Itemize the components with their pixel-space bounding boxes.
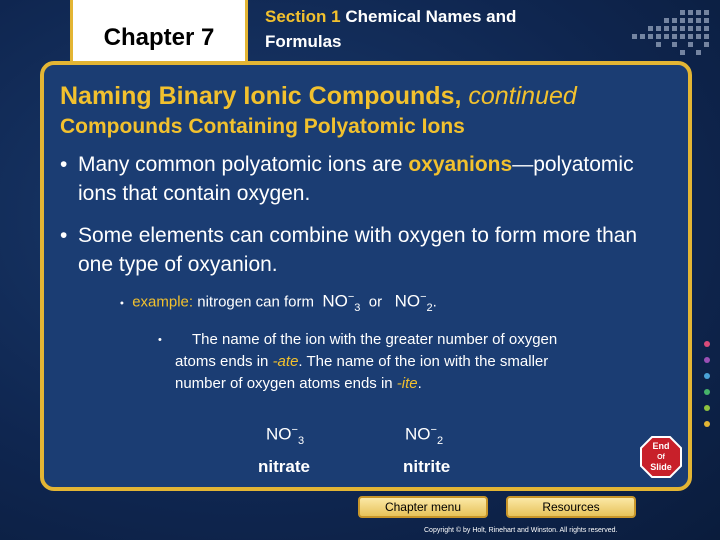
bullet1-pre: Many common polyatomic ions are xyxy=(78,153,409,176)
section-title-line2: Formulas xyxy=(265,32,342,51)
slide-subheading: Compounds Containing Polyatomic Ions xyxy=(60,115,465,138)
formula-sub: 2 xyxy=(426,302,433,315)
rule3-pre: number of oxygen atoms ends in xyxy=(175,375,397,392)
end-of-slide-button[interactable] xyxy=(640,436,682,478)
chapter-title: Chapter 7 xyxy=(103,24,215,51)
copyright-text: Copyright © by Holt, Rinehart and Winston. All rights reserved. xyxy=(424,527,618,534)
formula-charge: − xyxy=(430,424,437,436)
bullet-mark: • xyxy=(60,153,68,176)
formula-nitrite-inline xyxy=(395,291,433,314)
heading-continued: continued xyxy=(468,82,577,110)
example-text: nitrogen can form xyxy=(197,293,314,311)
formula-sub: 3 xyxy=(297,435,305,448)
example-or: or xyxy=(368,293,383,311)
bullet-item-1 xyxy=(60,150,660,210)
rule2-pre: atoms ends in xyxy=(175,353,273,370)
rule3-post: . xyxy=(417,375,422,392)
formula-charge: − xyxy=(347,291,355,303)
resources-button[interactable]: Resources xyxy=(506,496,636,518)
formula-charge: − xyxy=(420,291,427,303)
bullet1-post: —polyatomic ions that contain oxygen. xyxy=(78,153,634,205)
end-label-1: End xyxy=(652,441,670,451)
suffix-ite: -ite xyxy=(396,375,418,392)
section-title-line1 xyxy=(265,7,516,27)
formula-base: NO xyxy=(394,291,421,311)
label-nitrate: nitrate xyxy=(258,457,310,476)
rule-line-1: The name of the ion with the greater number of oxygen xyxy=(192,331,558,348)
chapter-menu-button[interactable]: Chapter menu xyxy=(358,496,488,518)
heading-main: Naming Binary Ionic Compounds, xyxy=(60,82,462,110)
bullet-mark: • xyxy=(60,224,68,247)
section-number: Section 1 xyxy=(265,7,341,26)
formula-base: NO xyxy=(322,291,348,311)
slide-heading xyxy=(60,82,577,111)
formula-base: NO xyxy=(405,424,431,444)
formula-sub: 3 xyxy=(354,302,361,315)
formula-base: NO xyxy=(266,424,292,444)
bullet-item-2 xyxy=(60,221,660,281)
formula-sub: 2 xyxy=(436,435,444,448)
bullet-text-2: Some elements can combine with oxygen to form more than one type of oxyanion. xyxy=(78,224,638,276)
sub-bullet-mark: • xyxy=(120,297,124,310)
end-label-3: Slide xyxy=(650,462,672,472)
formula-nitrite xyxy=(405,424,443,447)
suffix-ate: -ate xyxy=(272,353,299,370)
rule2-post: . The name of the ion with the smaller xyxy=(298,353,549,370)
section-title-part1: Chemical Names and xyxy=(345,7,517,26)
sub-bullet-mark: • xyxy=(158,334,162,346)
rule-line-2 xyxy=(175,351,548,373)
decorative-side-dots xyxy=(700,340,714,440)
formula-charge: − xyxy=(291,424,298,436)
formula-nitrate xyxy=(266,424,304,447)
example-line: • example: nitrogen can form $NO^-_3$ or $NO^-_2$. xyxy=(120,291,437,315)
end-label-2: Of xyxy=(657,454,665,461)
rule-line-3 xyxy=(175,373,422,395)
formula-nitrate-inline xyxy=(322,291,360,314)
bullet-text-1 xyxy=(78,150,660,208)
term-oxyanions: oxyanions xyxy=(408,153,513,176)
decorative-dot-grid xyxy=(620,8,712,64)
section-header xyxy=(253,0,583,64)
label-nitrite: nitrite xyxy=(403,457,451,476)
example-label: example: xyxy=(132,293,194,311)
